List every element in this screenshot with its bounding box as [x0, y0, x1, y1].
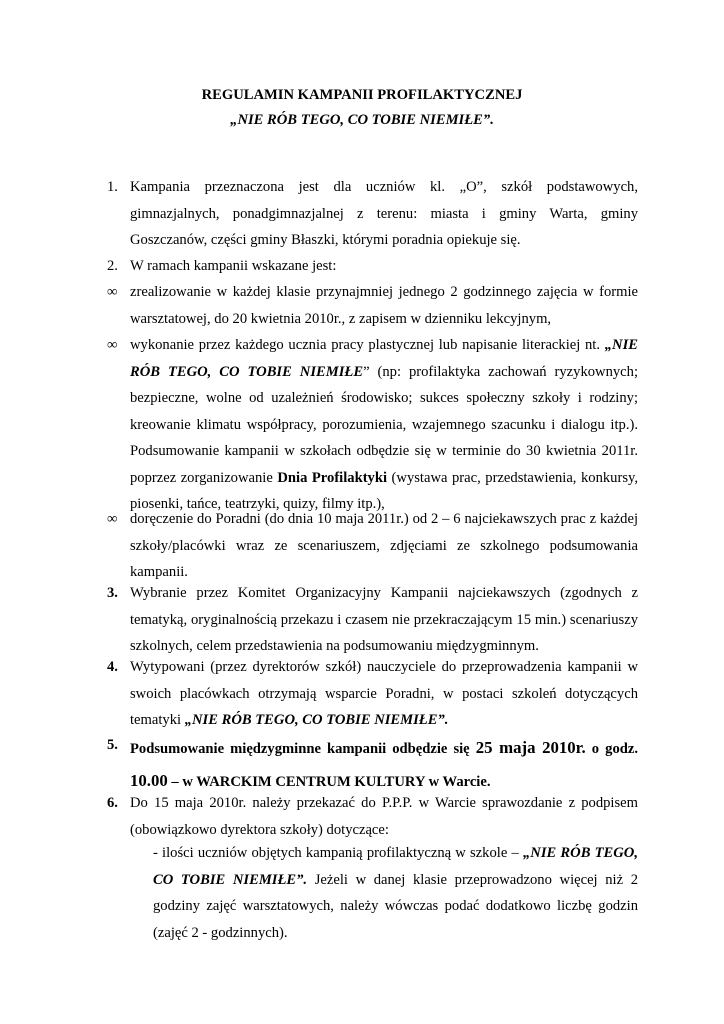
campaign-name-inline: „NIE RÓB TEGO, CO TOBIE NIEMIŁE — [130, 337, 638, 380]
subitem-text-a: - ilości uczniów objętych kampanią profilaktyczną w szkole – — [153, 845, 523, 861]
bullet-2-text-c: (wystawa prac, przedstawienia, konkursy, piosenki, tańce, teatrzyki, quizy, filmy itp.), — [130, 469, 638, 512]
bullet-marker-3: ∞ — [107, 511, 118, 527]
item-marker-5: 5. — [107, 737, 118, 753]
bullet-2-text — [130, 332, 638, 518]
campaign-name-inline-3: „NIE RÓB TEGO, CO TOBIE NIEMIŁE”. — [153, 845, 638, 888]
campaign-name: NIE RÓB TEGO, CO TOBIE NIEMIŁE — [237, 112, 483, 128]
item-5-text-a: Podsumowanie międzygminne kampanii odbędzie się — [130, 741, 476, 757]
item-2-text: W ramach kampanii wskazane jest: — [130, 258, 337, 274]
item-5-text-b: o godz. — [585, 741, 639, 757]
summary-date: 25 maja 2010r. — [475, 738, 586, 757]
quote-open: „ — [230, 112, 238, 128]
report-subitem — [153, 840, 638, 946]
item-6-text: Do 15 maja 2010r. należy przekazać do P.P.P. w Warcie sprawozdanie z podpisem (obowiązkowo dyrektora szkoły) dotyczące: — [130, 795, 638, 838]
item-marker-3: 3. — [107, 585, 118, 601]
item-marker-1: 1. — [107, 179, 118, 195]
summary-time: 10.00 — [130, 771, 168, 790]
bullet-marker-2: ∞ — [107, 337, 118, 353]
item-5-text — [130, 732, 638, 798]
bullet-2-text-b: ” (np: profilaktyka zachowań ryzykownych; bezpieczne, wolne od uzależnień środowisko; sukces społeczny szkoły i rodziny; kreowanie klimatu współpracy, porozumienia, wzajemnego szacunku i dialogu itp.). Podsumowanie kampanii w szkołach odbędzie się w terminie do 30 kwietnia 2011r. poprzez zorganizowanie — [130, 363, 639, 486]
item-4-text — [130, 654, 638, 734]
bullet-2-text-a: wykonanie przez każdego ucznia pracy plastycznej lub napisanie literackiej nt. — [130, 337, 605, 353]
document-title: REGULAMIN KAMPANII PROFILAKTYCZNEJ — [201, 87, 523, 103]
item-marker-4: 4. — [107, 659, 118, 675]
item-1-text: Kampania przeznaczona jest dla uczniów kl. „O”, szkół podstawowych, gimnazjalnych, ponadgimnazjalnej z terenu: miasta i gminy Warta, gminy Goszczanów, części gminy Błaszki, którymi poradnia opiekuje się. — [130, 179, 638, 248]
campaign-name-heading — [0, 112, 724, 129]
quote-close: ”. — [482, 112, 494, 128]
item-marker-2: 2. — [107, 258, 118, 274]
bullet-1-text: zrealizowanie w każdej klasie przynajmniej jednego 2 godzinnego zajęcia w formie warsztatowej, do 20 kwietnia 2010r., z zapisem w dzienniku lekcyjnym, — [130, 284, 638, 327]
subitem-text-b: Jeżeli w danej klasie przeprowadzono więcej niż 2 godziny zajęć warsztatowych, należy wówczas podać dodatkowo liczbę godzin (zajęć 2 - godzinnych). — [153, 871, 638, 941]
item-3-text: Wybranie przez Komitet Organizacyjny Kampanii najciekawszych (zgodnych z tematyką, oryginalnością przekazu i czasem nie przekraczającym 15 min.) scenariuszy szkolnych, celem przedstawienia na podsumowaniu międzygminnym. — [130, 585, 638, 654]
item-5-text-c: – w WARCKIM CENTRUM KULTURY w Warcie. — [167, 774, 491, 790]
item-marker-6: 6. — [107, 795, 118, 811]
bullet-3-text: doręczenie do Poradni (do dnia 10 maja 2011r.) od 2 – 6 najciekawszych prac z każdej szkoły/placówki wraz ze scenariuszem, zdjęciami ze szkolnego podsumowania kampanii. — [130, 511, 638, 580]
event-name: Dnia Profilaktyki — [277, 469, 388, 486]
campaign-name-inline-2: „NIE RÓB TEGO, CO TOBIE NIEMIŁE”. — [184, 712, 449, 728]
bullet-marker-1: ∞ — [107, 284, 118, 300]
item-4-text-a: Wytypowani (przez dyrektorów szkół) nauczyciele do przeprowadzenia kampanii w swoich placówkach otrzymają wsparcie Poradni, w postaci szkoleń dotyczących tematyki — [130, 659, 638, 728]
